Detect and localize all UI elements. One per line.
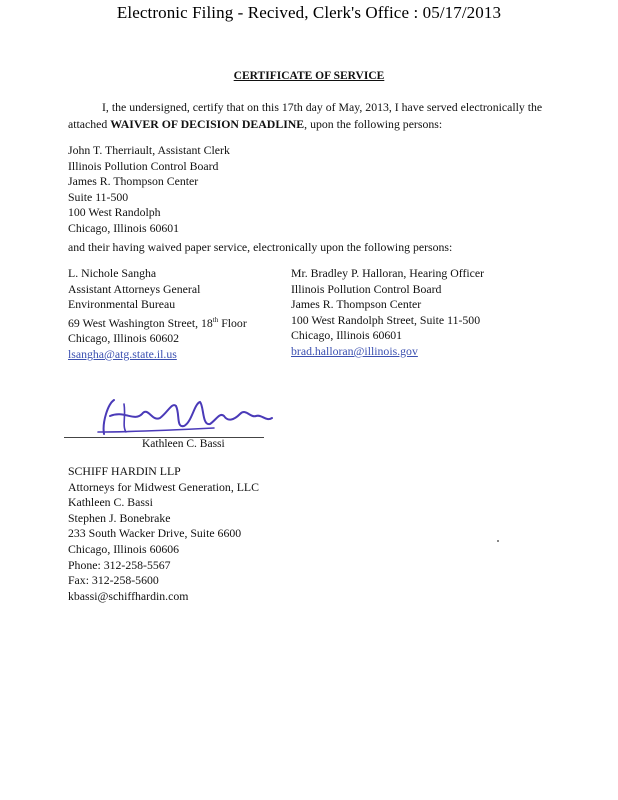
recipient-right-building: James R. Thompson Center (291, 297, 422, 312)
certification-text-part1: I, the undersigned, certify that on this 17th day of May, 2013, I have served electronically the attached (68, 100, 543, 131)
recipient-left-email-link[interactable]: lsangha@atg.state.il.us (68, 346, 177, 361)
firm-block (68, 464, 259, 604)
recipient-street: 100 West Randolph (68, 205, 161, 220)
street-text: 69 West Washington Street, 18 (68, 315, 213, 330)
certificate-title: CERTIFICATE OF SERVICE (233, 70, 385, 82)
signature-block (64, 392, 294, 454)
recipient-right-street: 100 West Randolph Street, Suite 11-500 (291, 312, 481, 327)
certification-text-part2: , upon the following persons: (304, 117, 443, 131)
scan-speck (497, 540, 499, 542)
firm-city: Chicago, Illinois 60606 (68, 541, 180, 556)
firm-attorney-1: Kathleen C. Bassi (68, 495, 153, 510)
primary-recipient-block (68, 143, 230, 237)
firm-role: Attorneys for Midwest Generation, LLC (68, 479, 260, 494)
firm-email: kbassi@schiffhardin.com (68, 588, 189, 603)
street-floor: Floor (218, 315, 247, 330)
firm-street: 233 South Wacker Drive, Suite 6600 (68, 526, 242, 541)
waived-service-line: and their having waived paper service, electronically upon the following persons: (68, 240, 453, 254)
filing-header: Electronic Filing - Recived, Clerk's Office : 05/17/2013 (116, 3, 502, 22)
recipient-right-name: Mr. Bradley P. Halloran, Hearing Officer (291, 266, 485, 280)
recipient-left-title: Assistant Attorneys General (68, 281, 201, 296)
recipient-name: John T. Therriault, Assistant Clerk (68, 143, 230, 157)
recipient-suite: Suite 11-500 (68, 189, 129, 204)
street-superscript: th (212, 315, 219, 324)
recipient-building: James R. Thompson Center (68, 174, 199, 189)
recipient-left-street (68, 313, 247, 332)
recipient-left-block (68, 266, 247, 362)
firm-phone: Phone: 312-258-5567 (68, 557, 171, 572)
document-title: WAIVER OF DECISION DEADLINE (110, 117, 305, 131)
handwritten-signature (64, 392, 294, 442)
recipient-left-city: Chicago, Illinois 60602 (68, 331, 180, 346)
recipient-right-block (291, 266, 484, 360)
recipient-left-bureau: Environmental Bureau (68, 297, 176, 312)
signer-name: Kathleen C. Bassi (142, 438, 225, 450)
certification-paragraph (68, 99, 548, 133)
firm-fax: Fax: 312-258-5600 (68, 573, 159, 588)
recipient-right-org: Illinois Pollution Control Board (291, 281, 442, 296)
recipient-org: Illinois Pollution Control Board (68, 158, 219, 173)
firm-name: SCHIFF HARDIN LLP (68, 464, 181, 478)
recipient-left-name: L. Nichole Sangha (68, 266, 157, 280)
recipient-city: Chicago, Illinois 60601 (68, 220, 180, 235)
recipient-right-email-link[interactable]: brad.halloran@illinois.gov (291, 343, 418, 358)
firm-attorney-2: Stephen J. Bonebrake (68, 510, 171, 525)
recipient-right-city: Chicago, Illinois 60601 (291, 328, 403, 343)
waived-service-text (68, 240, 452, 256)
